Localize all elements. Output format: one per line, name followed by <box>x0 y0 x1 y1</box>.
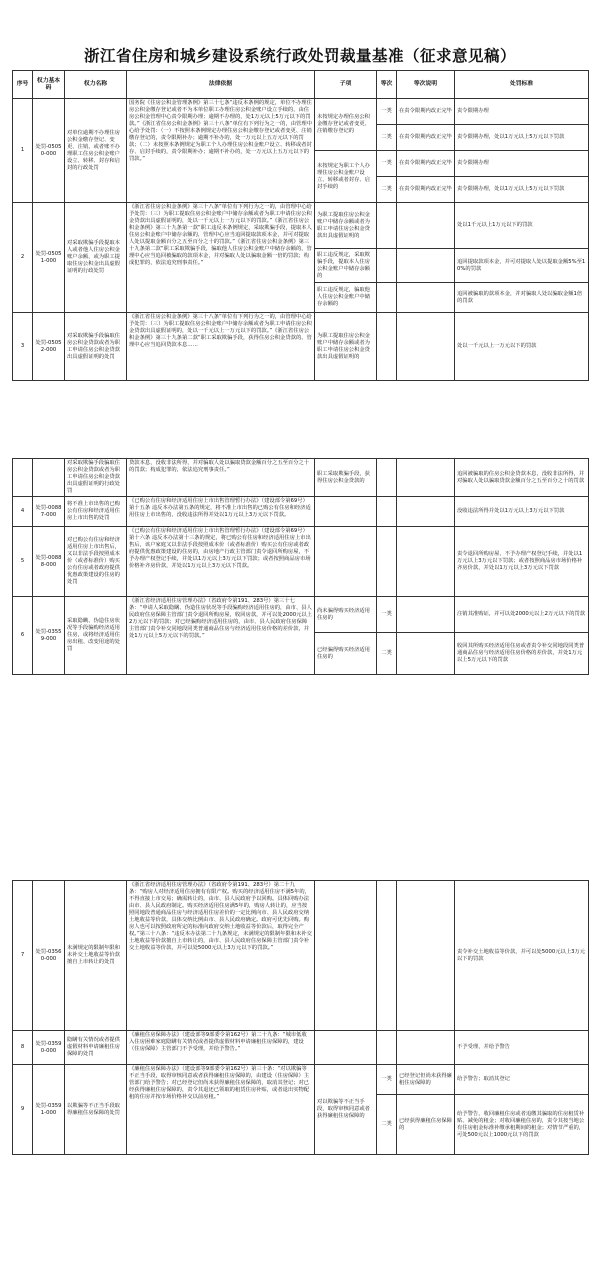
row-sub: 职工采取欺骗手段，获得住房公积金贷款的 <box>315 459 377 497</box>
row-standard: 责令退回所购房屋，不予办理产权登记手续，并处以1万元以上3万元以下罚款；或者按照商品房市场价格补齐房价款，并处以1万元以上3万元以下罚款 <box>455 527 589 597</box>
row-code: 处罚-05050-000 <box>33 99 65 203</box>
row-grade: 一类 <box>377 597 397 633</box>
penalty-table-page-1 <box>12 70 589 381</box>
row-sub: 对以欺骗等不正当手段，取得审核同意或者获得廉租住房保障的 <box>315 1065 377 1155</box>
row-standard: 责令限期办理 <box>455 151 589 177</box>
row-no <box>13 459 33 497</box>
row-no: 2 <box>13 203 33 313</box>
row-sub: 为职工提取住房公积金账户中储存余额或者为职工申请住房公积金贷款出具虚假证明的 <box>315 313 377 381</box>
row-no: 6 <box>13 597 33 675</box>
header-standard: 处罚标准 <box>455 71 589 99</box>
header-law: 法律依据 <box>127 71 315 99</box>
row-sub <box>315 497 377 527</box>
row-code: 处罚-05051-000 <box>33 203 65 313</box>
row-name: 隐瞒有关情况或者提供虚假材料申请廉租住房保障的处罚 <box>65 1031 127 1065</box>
row-no: 9 <box>13 1065 33 1155</box>
row-code: 处罚-00888-000 <box>33 527 65 597</box>
row-standard: 责令限期办理 <box>455 99 589 125</box>
row-code: 处罚-00887-000 <box>33 497 65 527</box>
row-sub: 职工违反规定，骗取他人住房公积金账户中储存余额的 <box>315 283 377 313</box>
row-grade-desc <box>397 497 455 527</box>
row-standard: 责令限期办理，处以1万元以上5万元以下罚款 <box>455 125 589 151</box>
row-code: 处罚-03559-000 <box>33 597 65 675</box>
page-2 <box>12 458 588 686</box>
row-standard: 给予警告，收回廉租住房或者追缴其骗取的住房租赁补贴、减免的租金；对收回廉租住房的，责令其按当地公有住房租金标准补缴承租期间的租金；对情节严重的，可处500元以上1000元以下的罚款 <box>455 1095 589 1155</box>
row-standard: 处以一千元以上一万元以下的罚款 <box>455 313 589 381</box>
row-law: 《已购公有住房和经济适用住房上市出售管理暂行办法》（建设部令第69号）第十五条 违反本办法第五条的规定，将不准上市出售的已购公有住房和经济适用住房上市出售的，没收违法所得并处以1万元以上3万元以下罚款。 <box>127 497 315 527</box>
row-sub: 尚未骗得购买经济适用住房的 <box>315 597 377 633</box>
row-standard: 追回提取款项本金，并可对提取人处以提取金额5%至10%的罚款 <box>455 249 589 283</box>
row-name: 对采取欺骗手段骗取住房公积金贷款或者为职工申请住房公积金贷款出具虚假证明的处罚 <box>65 313 127 381</box>
row-grade-desc <box>397 313 455 381</box>
row-law: 《浙江省住房公积金条例》第三十八条“单位有下列行为之一的，由管理中心给予处罚：（三）为职工提取住房公积金账户中储存余额或者为职工申请住房公积金贷款出具虚假证明的，处以一千元以上一万元以下的罚款。”《浙江省住房公积金条例》第三十九条第一款“职工违反本条例规定，采取欺骗手段，提取本人住房公积金账户中储存余额的，管理中心应当追回提取款项本金，并可对提取人处以提取金额百分之五至百分之十的罚款。”《浙江省住房公积金条例》第三十九条第二款“职工采取欺骗手段，骗取他人住房公积金账户中储存余额的，管理中心应当追回被骗取的款项本金，并对骗取人处以骗取金额一倍的罚款；构成犯罪的，依法追究刑事责任。” <box>127 203 315 313</box>
row-name: 未满规定的限制年限和未补交土地收益等价款擅自上市转让的处罚 <box>65 881 127 1031</box>
row-no: 5 <box>13 527 33 597</box>
row-standard: 追回被骗取的款项本金，并对骗取人处以骗取金额1倍的罚款 <box>455 283 589 313</box>
row-no: 8 <box>13 1031 33 1065</box>
page-3 <box>12 880 588 1250</box>
row-grade-desc <box>397 1031 455 1065</box>
row-sub <box>315 1031 377 1065</box>
header-name: 权力名称 <box>65 71 127 99</box>
row-standard: 责令补交土地收益等价款，并可以处5000元以上3万元以下的罚款 <box>455 881 589 1031</box>
row-no: 3 <box>13 313 33 381</box>
row-grade-desc: 已经登记但尚未获得廉租住房保障的 <box>397 1065 455 1095</box>
row-law: 《廉租住房保障办法》（建设部等9部委令第162号）第三十条：“对以欺骗等不正当手段，取得审核同意或者获得廉租住房保障的，由建设（住房保障）主管部门给予警告；对已经登记但尚未获得廉租住房保障的，取消其登记；对已经获得廉租住房保障的，责令其退还已领取的租赁住房补贴，或者退出实物配租的住房并按市场价格补交以前房租。” <box>127 1065 315 1155</box>
row-standard: 给予警告；取消其登记 <box>455 1065 589 1095</box>
page-1 <box>12 70 588 434</box>
row-sub: 未按规定办理住房公积金缴存登记或者变更、注销缴存登记的 <box>315 99 377 151</box>
row-name: 对单位逾期不办理住房公积金缴存登记、变更、注销，或者账不办理职工住房公积金账户设立、转移、封存和启封的行政处罚 <box>65 99 127 203</box>
row-sub <box>315 527 377 597</box>
row-grade-desc <box>397 249 455 283</box>
row-grade <box>377 313 397 381</box>
row-grade-desc <box>397 881 455 1031</box>
row-standard: 追回被骗取的住房公积金贷款本息，没收非法所得，并对骗取人处以骗取贷款金额百分之五至百分之十的罚款 <box>455 459 589 497</box>
row-law: 《廉租住房保障办法》（建设部等9部委令第162号）第二十九条：“城市低收入住房困难家庭隐瞒有关情况或者提供虚假材料申请廉租住房保障的，建设（住房保障）主管部门不予受理，并给予警告。” <box>127 1031 315 1065</box>
row-grade: 二类 <box>377 125 397 151</box>
row-grade-desc <box>397 633 455 675</box>
row-code: 处罚-03560-000 <box>33 881 65 1031</box>
row-code: 处罚-05052-000 <box>33 313 65 381</box>
row-grade-desc: 已经获得廉租住房保障的 <box>397 1095 455 1155</box>
row-grade-desc: 在责令限期内改正完毕 <box>397 151 455 177</box>
row-grade-desc: 在责令限期内改正完毕 <box>397 125 455 151</box>
row-law: 《浙江省经济适用住房管理办法》（省政府令第191、283号）第三十七条：“申请人采取隐瞒、伪造住房状况等手段骗购经济适用住房的，由市、县人民政府住房保障主管部门责令退回所购房屋，收回房款，并可以处2000元以上2万元以下的罚款；对已经骗购经济适用住房的，由市、县人民政府住房保障主管部门责令补交同地段同类普通商品住房与经济适用住房价格的差价款，并处1万元以上5万元以下的罚款。” <box>127 597 315 675</box>
row-standard: 注销其准购证，并可以处2000元以上2万元以下的罚款 <box>455 597 589 633</box>
row-sub: 未按规定为职工个人办理住房公积金账户设立、转移或者封存、启封手续的 <box>315 151 377 203</box>
row-standard: 处以1千元以上1万元以下的罚款 <box>455 203 589 249</box>
row-standard: 没收违法所得并处以1万元以上3万元以下罚款 <box>455 497 589 527</box>
row-standard: 不予受理，并给予警告 <box>455 1031 589 1065</box>
row-standard: 收回其所购买经济适用住房或者责令补交同地段同类普通商品住房与经济适用住房价格的差价款，并处1万元以上5万元以下的罚款 <box>455 633 589 675</box>
row-sub: 为职工提取住房公积金账户中储存余额或者为职工申请住房公积金贷款出具虚假证明的 <box>315 203 377 249</box>
row-law: 国务院《住房公积金管理条例》第三十七条“违反本条例的规定，单位不办理住房公积金缴存登记或者不为本单位职工办理住房公积金账户设立手续的，由住房公积金管理中心责令限期办理；逾期不办理的，处1万元以上5万元以下的罚款。”《浙江省住房公积金条例》第三十八条“单位有下列行为之一的，由管理中心给予处罚：（一）不按照本条例规定办理住房公积金缴存登记或者变更、注销缴存登记的，责令限期补办；逾期不补办的，处一万元以上五万元以下的罚款；（二）未按照本条例规定为职工个人办理住房公积金账户设立、转移或者封存、启封手续的，责令限期补办；逾期不补办的，处一万元以上五万元以下的罚款。” <box>127 99 315 203</box>
row-sub: 职工违反规定，采取欺骗手段，提取本人住房公积金账户中储存余额的 <box>315 249 377 283</box>
row-no: 4 <box>13 497 33 527</box>
row-grade <box>377 459 397 497</box>
row-law: 《已购公有住房和经济适用住房上市出售管理暂行办法》（建设部令第69号）第十六条 违反本办法第十三条的规定，将已购公有住房和经济适用住房上市出售后，该户家庭又以非法手段按照成本价（或者标准价）购买公有住房或者政府提供优惠政策建设的住房的，由房地产行政主管部门责令退回所购房屋，不予办理产权登记手续，并处以1万元以上3万元以下罚款；或者按照商品房市场价格补齐房价款，并处以1万元以上3万元以下罚款。 <box>127 527 315 597</box>
row-grade-desc <box>397 527 455 597</box>
row-law: 《浙江省住房公积金条例》第三十八条“单位有下列行为之一的，由管理中心给予处罚：（三）为职工提取住房公积金账户中储存余额或者为职工申请住房公积金贷款出具虚假证明的，处以一千元以上一万元以下的罚款。”《浙江省住房公积金条例》第三十九条第二款“职工采取欺骗手段，获得住房公积金贷款的，管理中心应当追回贷款本息…… <box>127 313 315 381</box>
row-grade-desc: 在责令限期内改正完毕 <box>397 99 455 125</box>
row-sub <box>315 881 377 1031</box>
row-grade <box>377 497 397 527</box>
header-grade-desc: 等次说明 <box>397 71 455 99</box>
row-grade <box>377 527 397 597</box>
row-grade <box>377 881 397 1031</box>
row-code: 处罚-03591-000 <box>33 1065 65 1155</box>
row-name: 以欺骗等不正当手段取得廉租住房保障的处罚 <box>65 1065 127 1155</box>
row-grade-desc <box>397 203 455 249</box>
row-grade: 一类 <box>377 1065 397 1095</box>
row-grade-desc: 在责令限期内改正完毕 <box>397 177 455 203</box>
row-grade: 二类 <box>377 1095 397 1155</box>
row-grade <box>377 283 397 313</box>
row-law: 《浙江省经济适用住房管理办法》（省政府令第191、283号）第二十九条：“购房人对经济适用住房拥有有限产权。购买的经济适用住房不满5年的，不得直接上市交易；确需转让的，由市、县人民政府予以回购。具体回购办法由市、县人民政府制定。购买经济适用住房满5年的，购房人转让的，应当按照同地段普通商品住房与经济适用住房差价的一定比例向市、县人民政府交纳土地收益等价款，具体交纳比例由市、县人民政府确定。政府可优先回购。购房人也可以按照政府所定的标准向政府交纳土地收益等价款后，取得完全产权。”第三十八条：“违反本办法第二十九条规定，未满规定的限制年限和未补交土地收益等价款擅自上市转让的，由市、县人民政府住房保障主管部门责令补交土地收益等价款，并可以处5000元以上3万元以下的罚款。” <box>127 881 315 1031</box>
row-law: 贷款本息，没收非法所得，并对骗取人处以骗取贷款金额百分之五至百分之十的罚款；构成犯罪的，依法追究刑事责任。” <box>127 459 315 497</box>
row-grade: 一类 <box>377 99 397 125</box>
row-name: 对已购公有住房和经济适用住房上市出售后，又以非法手段按照成本价（或者标准价）购买公有住房或者政府提供优惠政策建设的住房的处罚 <box>65 527 127 597</box>
header-grade: 等次 <box>377 71 397 99</box>
row-grade: 一类 <box>377 151 397 177</box>
row-grade-desc <box>397 459 455 497</box>
penalty-table-page-2 <box>12 458 589 675</box>
row-grade <box>377 1031 397 1065</box>
row-name: 将不准上市出售的已购公有住房和经济适用住房上市出售的处罚 <box>65 497 127 527</box>
row-name: 采取隐瞒、伪造住房状况等手段骗购经济适用住房，或将经济适用住房出租、改变用途的处罚 <box>65 597 127 675</box>
header-code: 权力基本码 <box>33 71 65 99</box>
row-code: 处罚-03590-000 <box>33 1031 65 1065</box>
row-grade: 二类 <box>377 633 397 675</box>
row-name: 对采取欺骗手段提取本人或者他人住房公积金账户余额，或为职工提取住房公积金出具虚假证明的行政处罚 <box>65 203 127 313</box>
row-standard: 责令限期办理，处以1万元以上5万元以下罚款 <box>455 177 589 203</box>
row-no: 1 <box>13 99 33 203</box>
row-sub: 已经骗得购买经济适用住房的 <box>315 633 377 675</box>
row-grade-desc <box>397 597 455 633</box>
page-title: 浙江省住房和城乡建设系统行政处罚裁量基准（征求意见稿） <box>83 46 516 65</box>
header-sub: 子项 <box>315 71 377 99</box>
row-no: 7 <box>13 881 33 1031</box>
row-grade <box>377 203 397 249</box>
row-name: 对采取欺骗手段骗取住房公积金贷款或者为职工申请住房公积金贷款出具虚假证明的行政处罚 <box>65 459 127 497</box>
penalty-table-page-3 <box>12 880 589 1155</box>
header-no: 序号 <box>13 71 33 99</box>
row-grade <box>377 249 397 283</box>
row-code <box>33 459 65 497</box>
row-grade-desc <box>397 283 455 313</box>
row-grade: 二类 <box>377 177 397 203</box>
